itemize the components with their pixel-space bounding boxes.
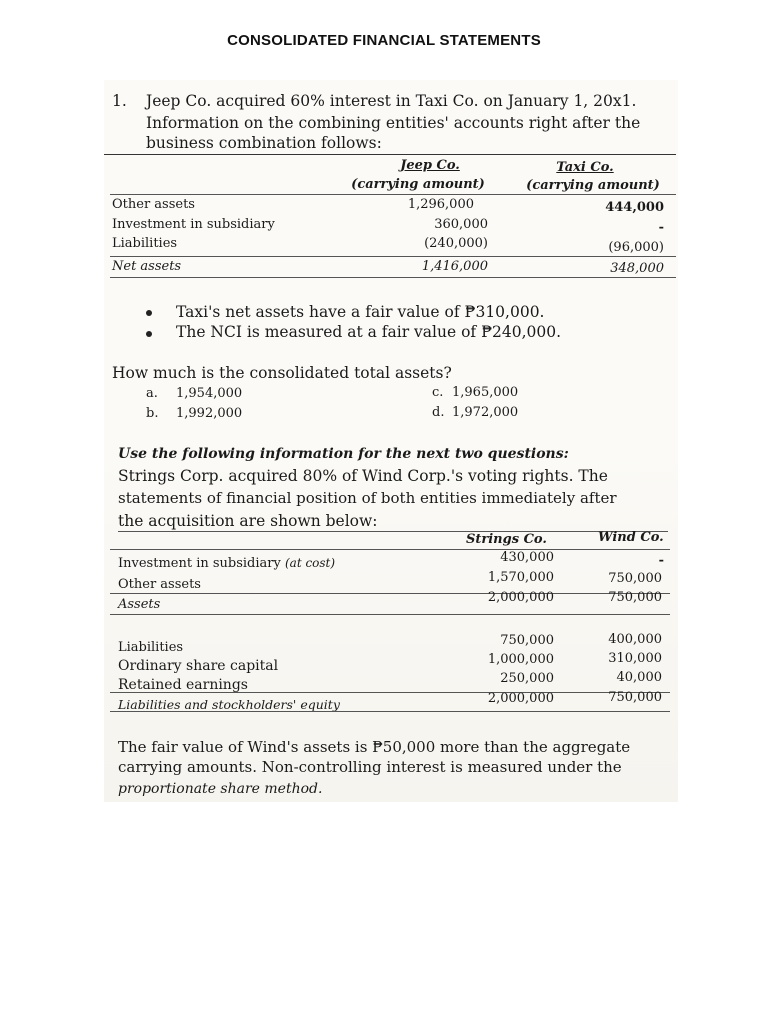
table1-cell-taxi: 444,000 xyxy=(605,200,664,215)
table2-cell-wind: 40,000 xyxy=(616,670,662,685)
table2-row-label: Liabilities xyxy=(118,640,184,655)
table1-total-rule xyxy=(110,256,676,257)
q2-intro-line3: the acquisition are shown below: xyxy=(118,512,378,530)
table1-cell-jeep: 1,416,000 xyxy=(421,259,488,274)
choice-letter: c. xyxy=(432,385,444,400)
table2-col-strings: Strings Co. xyxy=(466,532,547,547)
q1-question: How much is the consolidated total assets? xyxy=(112,364,452,382)
table2-row-label: Other assets xyxy=(118,577,201,592)
q1-bullet: Taxi's net assets have a fair value of ₱310,000. xyxy=(176,303,545,321)
bullet-icon xyxy=(146,331,152,337)
table2-cell-strings: 1,570,000 xyxy=(487,570,554,585)
table2-row-label: Assets xyxy=(118,597,161,612)
q1-intro-line2: Information on the combining entities' accounts right after the xyxy=(146,114,641,132)
choice-letter: b. xyxy=(146,406,159,421)
table2-row-label: Investment in subsidiary (at cost) xyxy=(118,556,336,571)
choice-letter: a. xyxy=(146,386,158,401)
table2-row-label: Retained earnings xyxy=(118,677,248,693)
q2-lead: Use the following information for the next two questions: xyxy=(118,446,569,462)
table2-assets-rule xyxy=(110,593,670,594)
table1-top-rule xyxy=(104,154,676,155)
table1-row-label: Net assets xyxy=(112,259,182,274)
table2-cell-wind: 750,000 xyxy=(608,690,662,705)
q1-intro-line1: Jeep Co. acquired 60% interest in Taxi Co. on January 1, 20x1. xyxy=(146,92,637,110)
q1-bullet: The NCI is measured at a fair value of ₱240,000. xyxy=(176,323,562,341)
table2-cell-strings: 250,000 xyxy=(500,671,554,686)
table2-label-note: (at cost) xyxy=(284,556,336,570)
q2-intro-line2: statements of financial position of both entities immediately after xyxy=(118,489,617,507)
table2-equity-rule xyxy=(110,692,670,693)
bullet-icon xyxy=(146,310,152,316)
table1-row-label: Other assets xyxy=(112,197,195,212)
table1-col-taxi-sub: (carrying amount) xyxy=(526,178,660,193)
table1-row-label: Liabilities xyxy=(112,236,178,251)
table2-cell-wind: 750,000 xyxy=(608,571,662,586)
table2-cell-wind: - xyxy=(658,553,664,568)
table1-col-jeep-sub: (carrying amount) xyxy=(351,177,485,192)
table2-assets-bottom-rule xyxy=(110,614,670,615)
choice-letter: d. xyxy=(432,405,445,420)
q1-intro-line3: business combination follows: xyxy=(146,134,382,152)
table2-cell-wind: 750,000 xyxy=(608,590,662,605)
table1-col-jeep: Jeep Co. xyxy=(400,158,460,173)
question-number: 1. xyxy=(112,92,127,110)
q2-footer-line3: proportionate share method. xyxy=(118,781,323,797)
table2-cell-strings: 2,000,000 xyxy=(487,590,554,605)
table2-cell-strings: 750,000 xyxy=(500,633,554,648)
table2-cell-strings: 1,000,000 xyxy=(487,652,554,667)
choice-value: 1,972,000 xyxy=(452,405,519,420)
table2-cell-strings: 430,000 xyxy=(500,550,554,565)
q2-footer-line1: The fair value of Wind's assets is ₱50,000 more than the aggregate xyxy=(118,738,631,756)
table2-top-rule xyxy=(118,531,668,532)
choice-value: 1,954,000 xyxy=(176,386,243,401)
table1-cell-jeep: 1,296,000 xyxy=(407,197,474,212)
q2-footer-line2: carrying amounts. Non-controlling interest is measured under the xyxy=(118,758,622,776)
table2-cell-wind: 310,000 xyxy=(608,651,662,666)
q2-intro-line1: Strings Corp. acquired 80% of Wind Corp.'s voting rights. The xyxy=(118,467,608,485)
choice-value: 1,992,000 xyxy=(176,406,243,421)
table2-col-wind: Wind Co. xyxy=(598,530,664,545)
table2-header-rule xyxy=(110,549,670,550)
table1-cell-taxi: - xyxy=(658,220,664,235)
table2-cell-strings: 2,000,000 xyxy=(487,691,554,706)
table1-col-taxi: Taxi Co. xyxy=(556,160,614,175)
page-title: CONSOLIDATED FINANCIAL STATEMENTS xyxy=(227,32,541,49)
table2-bottom-rule xyxy=(110,711,670,712)
table2-row-label: Ordinary share capital xyxy=(118,658,279,674)
table1-cell-jeep: 360,000 xyxy=(434,217,488,232)
table1-cell-taxi: 348,000 xyxy=(610,261,664,276)
table1-bottom-rule xyxy=(110,277,676,278)
choice-value: 1,965,000 xyxy=(452,385,519,400)
table1-cell-taxi: (96,000) xyxy=(608,240,664,255)
table1-header-rule xyxy=(110,194,676,195)
table2-cell-wind: 400,000 xyxy=(608,632,662,647)
table2-row-label: Liabilities and stockholders' equity xyxy=(118,697,340,712)
table1-row-label: Investment in subsidiary xyxy=(112,217,275,232)
table1-cell-jeep: (240,000) xyxy=(424,236,488,251)
